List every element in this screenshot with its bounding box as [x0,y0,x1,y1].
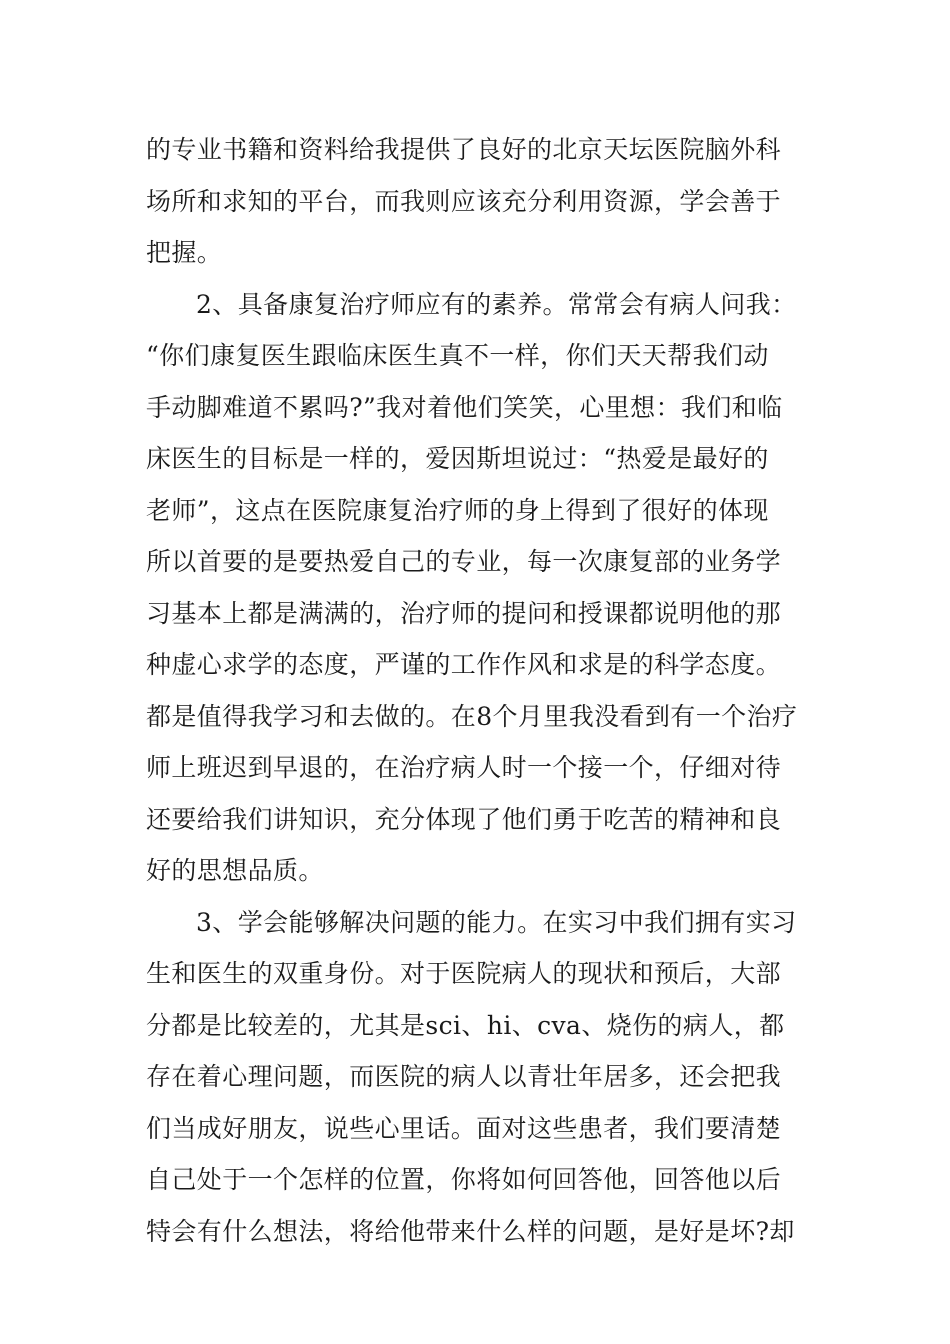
text-line: 存在着心理问题，而医院的病人以青壮年居多，还会把我 [146,1062,782,1091]
text-line: 都是值得我学习和去做的。在8个月里我没看到有一个治疗 [146,701,798,731]
document-body [146,124,808,1257]
text-line: 的专业书籍和资料给我提供了良好的北京天坛医院脑外科 [146,135,782,164]
text-line: 床医生的目标是一样的，爱因斯坦说过：“热爱是最好的 [146,444,769,473]
text-line: 特会有什么想法，将给他带来什么样的问题，是好是坏?却 [146,1216,795,1246]
text-line: 生和医生的双重身份。对于医院病人的现状和预后，大部 [146,959,782,988]
text-line: 所以首要的是要热爱自己的专业，每一次康复部的业务学 [146,547,782,576]
text-line: 老师”，这点在医院康复治疗师的身上得到了很好的体现 [146,495,769,525]
text-line: “你们康复医生跟临床医生真不一样，你们天天帮我们动 [146,341,769,370]
text-line: 好的思想品质。 [146,856,324,885]
text-line: 自己处于一个怎样的位置，你将如何回答他，回答他以后 [146,1165,782,1194]
paragraph-start-line: 2、具备康复治疗师应有的素养。常常会有病人问我： [196,289,797,319]
text-line: 分都是比较差的，尤其是sci、hi、cva、烧伤的病人，都 [146,1010,785,1040]
paragraph-start-line: 3、学会能够解决问题的能力。在实习中我们拥有实习 [196,907,797,937]
text-line: 种虚心求学的态度，严谨的工作作风和求是的科学态度。 [146,650,782,679]
text-line: 习基本上都是满满的，治疗师的提问和授课都说明他的那 [146,598,782,628]
text-line: 们当成好朋友，说些心里话。面对这些患者，我们要清楚 [146,1113,782,1143]
text-line: 还要给我们讲知识，充分体现了他们勇于吃苦的精神和良 [146,804,782,834]
text-line: 师上班迟到早退的，在治疗病人时一个接一个，仔细对待 [146,753,782,782]
text-line: 场所和求知的平台，而我则应该充分利用资源，学会善于 [146,186,782,216]
text-line: 把握。 [146,238,223,267]
text-line: 手动脚难道不累吗?”我对着他们笑笑，心里想：我们和临 [146,392,783,422]
